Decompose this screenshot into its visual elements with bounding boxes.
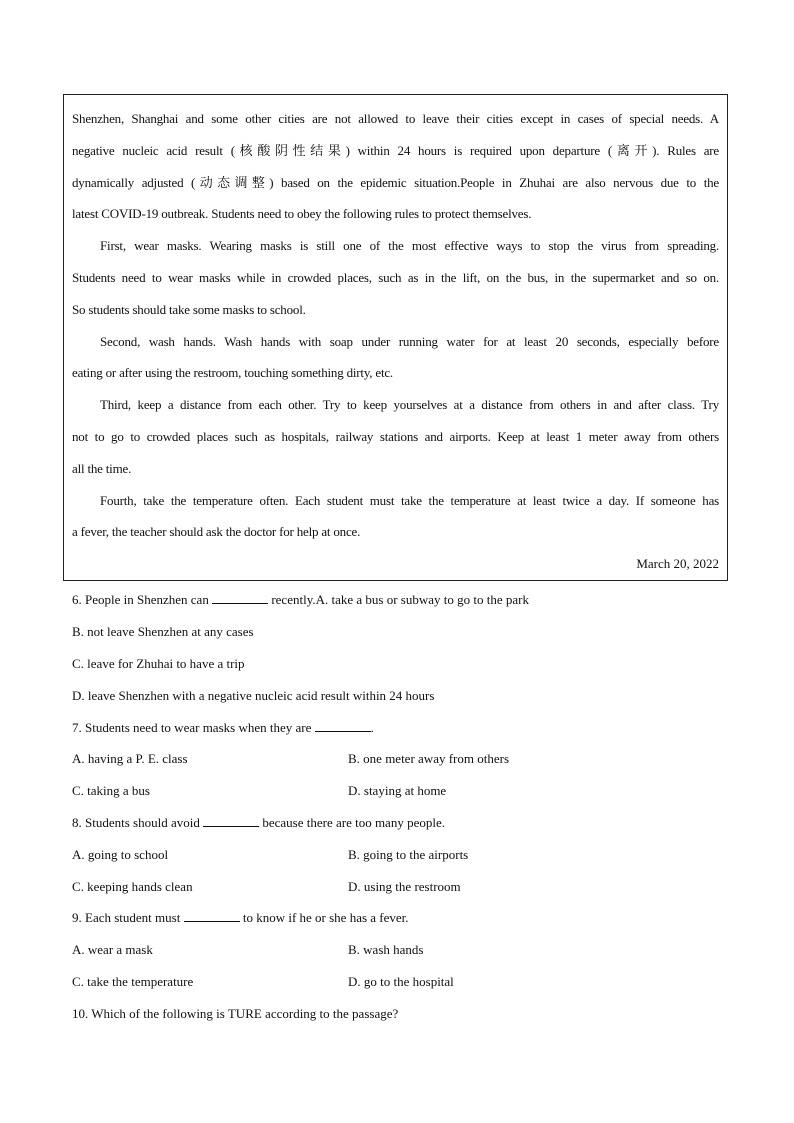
answer-blank bbox=[315, 719, 371, 732]
passage-line: Second, wash hands. Wash hands with soap under running water for at least 20 seconds, especially before bbox=[100, 333, 719, 349]
reading-passage bbox=[63, 94, 728, 581]
question-text: 8. Students should avoid bbox=[72, 815, 200, 830]
question-text: because there are too many people. bbox=[262, 815, 445, 830]
passage-line: latest COVID-19 outbreak. Students need to obey the following rules to protect themselves. bbox=[72, 206, 532, 222]
question-9-option-b: B. wash hands bbox=[348, 942, 424, 957]
passage-line: First, wear masks. Wearing masks is still one of the most effective ways to stop the virus from spreading. bbox=[100, 238, 719, 254]
question-text: 7. Students need to wear masks when they are bbox=[72, 720, 312, 735]
passage-line: eating or after using the restroom, touching something dirty, etc. bbox=[72, 365, 393, 381]
question-8-option-b: B. going to the airports bbox=[348, 847, 469, 862]
question-9-stem bbox=[72, 909, 409, 927]
question-text: 9. Each student must bbox=[72, 910, 181, 925]
passage-line: a fever, the teacher should ask the doctor for help at once. bbox=[72, 524, 361, 540]
answer-blank bbox=[184, 909, 240, 922]
question-6-option-d: D. leave Shenzhen with a negative nucleic acid result within 24 hours bbox=[72, 688, 435, 703]
passage-line: negative nucleic acid result (核酸阴性结果) within 24 hours is required upon departure (离开). Rules are bbox=[72, 142, 719, 158]
question-7-option-d: D. staying at home bbox=[348, 783, 447, 798]
question-6-option-c: C. leave for Zhuhai to have a trip bbox=[72, 656, 245, 671]
question-8-option-d: D. using the restroom bbox=[348, 879, 461, 894]
answer-blank bbox=[212, 591, 268, 604]
question-6-option-b: B. not leave Shenzhen at any cases bbox=[72, 624, 254, 639]
question-7-stem bbox=[72, 719, 374, 737]
passage-line: Third, keep a distance from each other. Try to keep yourselves at a distance from others in and after class. Try bbox=[100, 397, 719, 413]
question-8-option-a: A. going to school bbox=[72, 847, 169, 862]
question-9-option-a: A. wear a mask bbox=[72, 942, 153, 957]
question-text: 6. People in Shenzhen can bbox=[72, 592, 209, 607]
passage-line: dynamically adjusted (动态调整) based on the epidemic situation.People in Zhuhai are also nervous due to the bbox=[72, 174, 719, 190]
question-text: recently.A. take a bus or subway to go to the park bbox=[271, 592, 529, 607]
question-9-option-d: D. go to the hospital bbox=[348, 974, 454, 989]
passage-line: not to go to crowded places such as hospitals, railway stations and airports. Keep at least 1 meter away from others bbox=[72, 428, 719, 444]
passage-line: all the time. bbox=[72, 460, 132, 476]
question-8-stem bbox=[72, 814, 445, 832]
passage-line: Fourth, take the temperature often. Each student must take the temperature at least twice a day. If someone has bbox=[100, 492, 719, 508]
question-text: to know if he or she has a fever. bbox=[242, 910, 409, 925]
passage-line: So students should take some masks to school. bbox=[72, 301, 306, 317]
passage-line: Students need to wear masks while in crowded places, such as in the lift, on the bus, in the supermarket and so on. bbox=[72, 269, 719, 285]
question-7-option-a: A. having a P. E. class bbox=[72, 751, 188, 766]
passage-line: Shenzhen, Shanghai and some other cities are not allowed to leave their cities except in cases of special needs. A bbox=[72, 111, 719, 126]
passage-date: March 20, 2022 bbox=[636, 556, 719, 572]
question-10-stem: 10. Which of the following is TURE according to the passage? bbox=[72, 1006, 399, 1021]
question-text: . bbox=[370, 720, 374, 735]
question-7-option-c: C. taking a bus bbox=[72, 783, 150, 798]
question-8-option-c: C. keeping hands clean bbox=[72, 879, 193, 894]
question-9-option-c: C. take the temperature bbox=[72, 974, 194, 989]
answer-blank bbox=[203, 814, 259, 827]
question-7-option-b: B. one meter away from others bbox=[348, 751, 510, 766]
question-6-stem bbox=[72, 591, 529, 609]
